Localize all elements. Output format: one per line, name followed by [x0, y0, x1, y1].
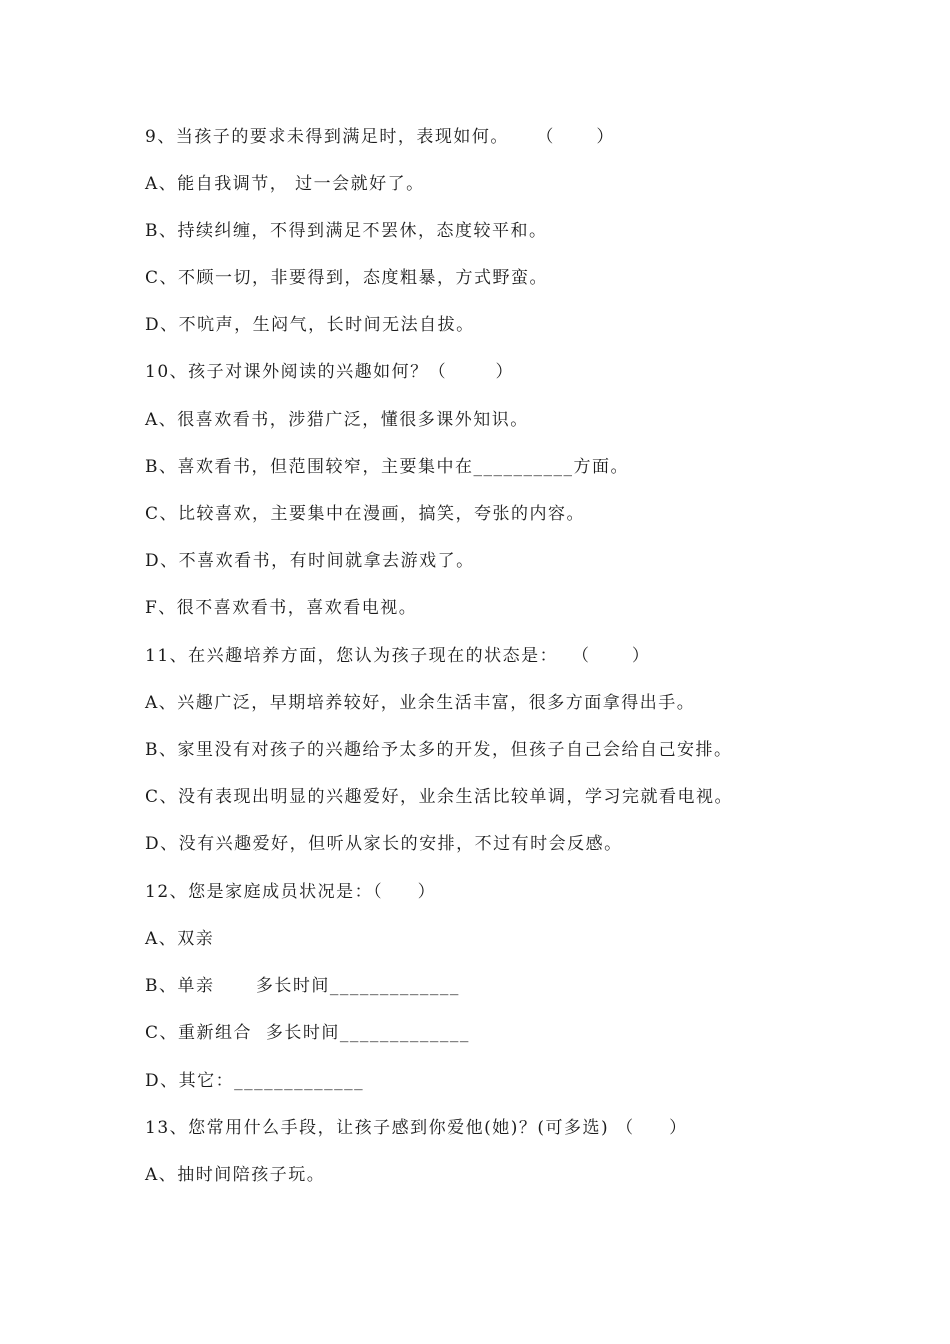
- option-10-b: B、喜欢看书，但范围较窄，主要集中在__________方面。: [145, 457, 629, 477]
- option-12-c: C、重新组合 多长时间_____________: [145, 1023, 470, 1043]
- option-11-b: B、家里没有对孩子的兴趣给予太多的开发，但孩子自己会给自己安排。: [145, 740, 733, 760]
- question-9: 9、当孩子的要求未得到满足时，表现如何。 （ ）: [145, 127, 615, 147]
- option-12-b: B、单亲 多长时间_____________: [145, 976, 460, 996]
- option-12-d: D、其它：_____________: [145, 1071, 365, 1091]
- option-11-d: D、没有兴趣爱好，但听从家长的安排，不过有时会反感。: [145, 834, 623, 854]
- option-13-a: A、抽时间陪孩子玩。: [145, 1165, 326, 1185]
- option-10-d: D、不喜欢看书，有时间就拿去游戏了。: [145, 551, 475, 571]
- question-11: 11、在兴趣培养方面，您认为孩子现在的状态是： （ ）: [145, 646, 651, 666]
- option-9-a: A、能自我调节， 过一会就好了。: [145, 174, 425, 194]
- option-10-f: F、很不喜欢看书，喜欢看电视。: [145, 598, 418, 618]
- option-9-b: B、持续纠缠，不得到满足不罢休，态度较平和。: [145, 221, 548, 241]
- option-9-c: C、不顾一切，非要得到，态度粗暴，方式野蛮。: [145, 268, 549, 288]
- option-12-a: A、双亲: [145, 929, 215, 949]
- option-10-c: C、比较喜欢，主要集中在漫画，搞笑，夸张的内容。: [145, 504, 586, 524]
- question-12: 12、您是家庭成员状况是：（ ）: [145, 882, 437, 902]
- question-10: 10、孩子对课外阅读的兴趣如何？（ ）: [145, 362, 514, 382]
- question-13: 13、您常用什么手段，让孩子感到你爱他(她)？(可多选) （ ）: [145, 1118, 688, 1138]
- option-10-a: A、很喜欢看书，涉猎广泛，懂很多课外知识。: [145, 410, 529, 430]
- option-11-c: C、没有表现出明显的兴趣爱好，业余生活比较单调，学习完就看电视。: [145, 787, 734, 807]
- option-9-d: D、不吭声，生闷气，长时间无法自拔。: [145, 315, 475, 335]
- option-11-a: A、兴趣广泛，早期培养较好，业余生活丰富，很多方面拿得出手。: [145, 693, 696, 713]
